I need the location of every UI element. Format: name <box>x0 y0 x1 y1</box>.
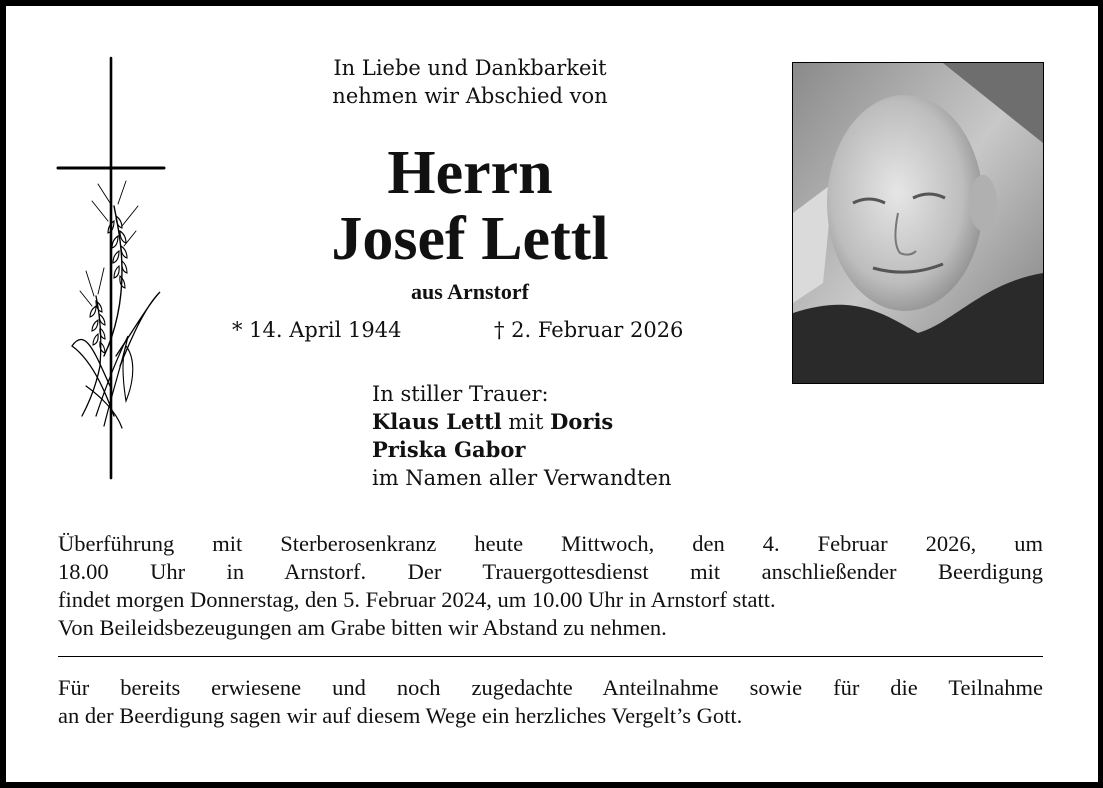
death-date: † 2. Februar 2026 <box>494 318 684 342</box>
section-divider <box>58 656 1043 657</box>
mourners-line-1 <box>372 408 671 436</box>
mourner-name: Priska Gabor <box>372 437 526 462</box>
mourner-name: Doris <box>550 409 614 434</box>
mourner-name: Klaus Lettl <box>372 409 502 434</box>
mourners-heading: In stiller Trauer: <box>372 382 549 406</box>
salutation: Herrn <box>387 139 553 207</box>
portrait-photo <box>792 62 1044 384</box>
mourner-connector: mit <box>501 410 551 434</box>
notice-line: findet morgen Donnerstag, den 5. Februar 2024, um 10.00 Uhr in Arnstorf statt. <box>58 587 776 612</box>
thanks-line: an der Beerdigung sagen wir auf diesem Wege ein herzliches Vergelt’s Gott. <box>58 703 743 728</box>
intro-line-1: In Liebe und Dankbarkeit <box>333 56 607 80</box>
notice-line: Von Beileidsbezeugungen am Grabe bitten wir Abstand zu nehmen. <box>58 615 667 640</box>
mourners-block <box>372 380 671 492</box>
thanks-line: Für bereits erwiesene und noch zugedachte Anteilnahme sowie für die Teilnahme <box>58 675 1043 700</box>
deceased-origin: aus Arnstorf <box>411 279 529 304</box>
mourners-line-2 <box>372 436 671 464</box>
deceased-name-block <box>270 140 670 272</box>
birth-date: * 14. April 1944 <box>232 318 402 342</box>
funeral-notice <box>58 530 1043 642</box>
deceased-name: Josef Lettl <box>331 205 609 273</box>
notice-line: 18.00 Uhr in Arnstorf. Der Trauergottesdienst mit anschließender Beerdigung <box>58 559 1043 584</box>
cross-with-wheat-icon <box>56 56 168 480</box>
intro-line-2: nehmen wir Abschied von <box>332 84 608 108</box>
intro-text <box>270 54 670 110</box>
notice-line: Überführung mit Sterberosenkranz heute Mittwoch, den 4. Februar 2026, um <box>58 531 1043 556</box>
mourners-line-3: im Namen aller Verwandten <box>372 466 672 490</box>
thanks-text <box>58 674 1043 730</box>
